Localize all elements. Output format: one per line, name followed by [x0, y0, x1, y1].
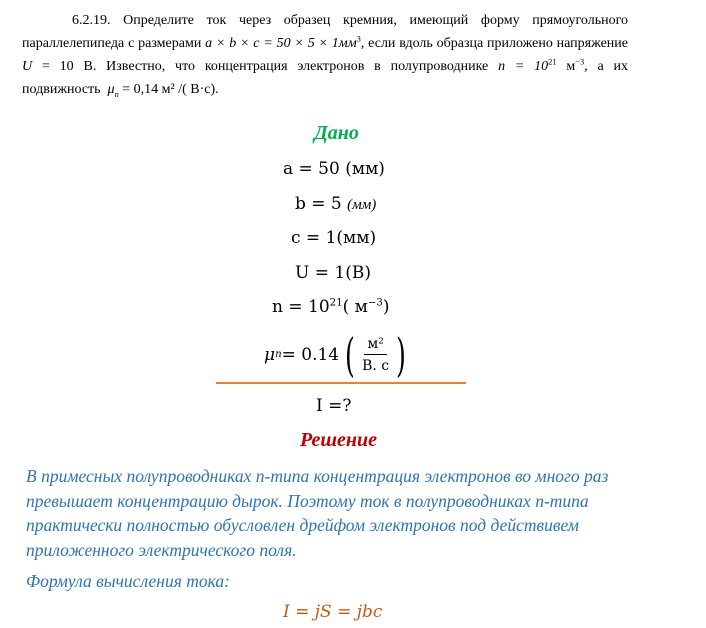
formula-caption: Формула вычисления тока: [26, 571, 230, 591]
dimensions-formula: a × b × c = 50 × 5 × 1мм [205, 36, 357, 51]
given-n-exponent: 21 [329, 297, 343, 309]
solution-line-2: превышает концентрацию дырок. Поэтому ток в полупроводниках n-типа [26, 490, 589, 511]
given-U: U = 1(В) [295, 263, 371, 283]
given-mu-symbol: μ [264, 345, 276, 365]
problem-text-1: Определите ток через образец кремния, имеющий форму прямоугольного [123, 13, 628, 28]
right-paren: ) [396, 328, 407, 382]
mu-unit-denominator: В. с [362, 358, 390, 374]
problem-line-4 [22, 78, 219, 101]
voltage-value: = 10 В. [32, 59, 97, 74]
problem-line-3 [22, 55, 628, 78]
given-mu-value: = 0.14 [281, 345, 340, 365]
solution-line-4: приложенного электрического поля. [26, 539, 297, 560]
find-I: I =? [316, 396, 352, 416]
concentration-exponent: 21 [548, 57, 557, 67]
solution-line-1: В примесных полупроводниках n-типа концентрация электронов во много раз [26, 466, 609, 486]
voltage-symbol: U [22, 59, 33, 74]
given-b [295, 194, 376, 214]
problem-text-3: Известно, что концентрация электронов в полупроводнике [106, 59, 489, 74]
given-n-base: n = 10 [272, 297, 330, 317]
dimensions-exponent: 3 [356, 34, 361, 44]
given-n-unit-exponent: −3 [367, 297, 383, 309]
problem-text-3b: , а их [584, 59, 629, 74]
given-n [272, 297, 390, 317]
mobility-value: = 0,14 м² /( В·с). [118, 82, 219, 97]
current-formula: I = jS = jbc [283, 602, 383, 622]
given-n-unit: ( м [342, 297, 368, 317]
solution-line-3: практически полностью обусловлен дрейфом электронов под действивем [26, 515, 579, 535]
problem-number: 6.2.19. [72, 13, 111, 28]
problem-text-2b: , если вдоль образца приложено напряжение [360, 36, 629, 51]
concentration-formula: n = 10 [498, 59, 549, 74]
problem-line-2 [22, 32, 628, 55]
concentration-unit: м [566, 59, 576, 74]
given-n-close: ) [382, 297, 390, 317]
given-mu: μ n = 0.14 ( $\frac{\text{м²}}{В. с}$ ) [264, 328, 407, 382]
left-paren: ( [345, 328, 356, 382]
solution-paragraph [26, 464, 608, 562]
problem-text-4: подвижность [22, 82, 101, 97]
problem-text-2a: параллелепипеда с размерами [22, 36, 202, 51]
given-divider [216, 382, 466, 384]
mu-unit-fraction [359, 335, 392, 375]
mobility-subscript: n [114, 89, 119, 99]
given-heading: Дано [314, 122, 359, 144]
given-c: c = 1(мм) [291, 228, 377, 248]
mu-unit-numerator: м² [364, 335, 387, 355]
mobility-symbol: μ [107, 82, 115, 97]
concentration-unit-exponent: −3 [575, 57, 585, 67]
solution-heading: Решение [299, 429, 377, 451]
problem-line-1 [72, 9, 628, 32]
given-b-value: b = 5 [295, 194, 348, 214]
given-b-unit: (мм) [347, 197, 377, 213]
given-a: a = 50 (мм) [283, 159, 385, 179]
